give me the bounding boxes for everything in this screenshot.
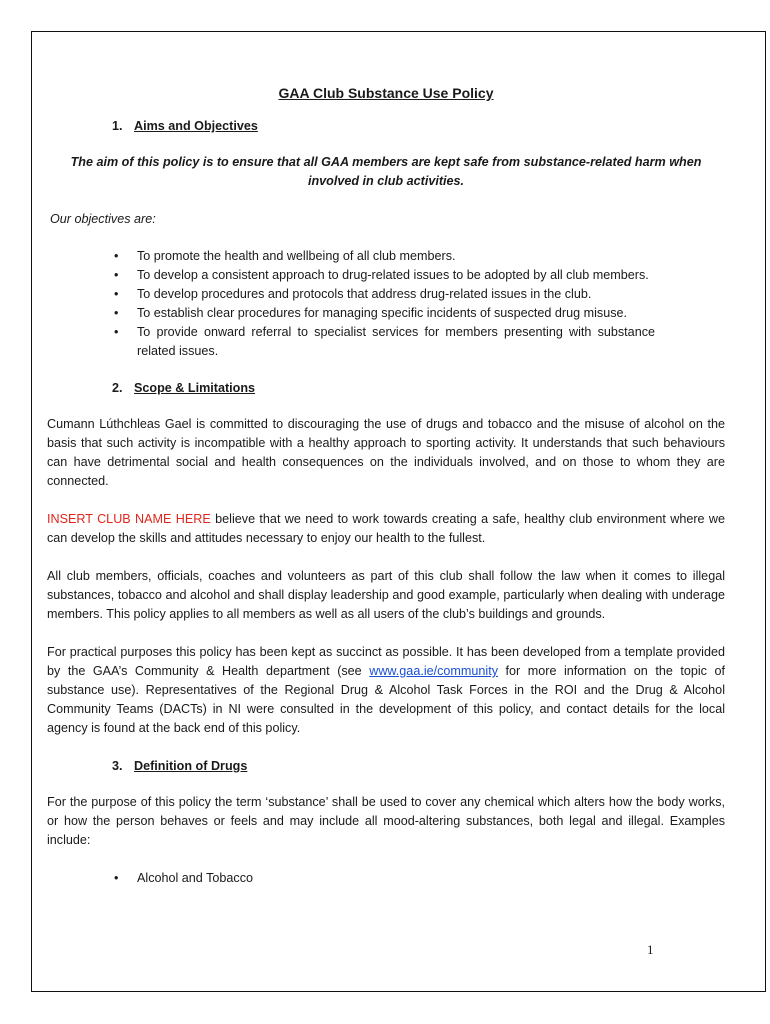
paragraph-text: for more information on the topic of substance use). Representatives of the Regional Drug & Alcohol Task Forces in the ROI and the Drug & Alcohol Community Teams (DACTs) in NI were consulted in the development of this policy, and contact details for the local agency is found at the back end of this policy. — [47, 664, 725, 735]
document-body — [47, 84, 725, 906]
list-item: • To develop a consistent approach to drug-related issues to be adopted by all club members. — [47, 266, 725, 285]
list-item: • To develop procedures and protocols that address drug-related issues in the club. — [47, 285, 725, 304]
list-item: • To establish clear procedures for managing specific incidents of suspected drug misuse. — [47, 304, 725, 323]
list-item: • To provide onward referral to specialist services for members presenting with substance related issues. — [47, 323, 725, 361]
objectives-list — [47, 247, 725, 361]
document-page — [31, 31, 766, 992]
section-number: 1. — [112, 119, 123, 133]
section-title: Aims and Objectives — [134, 119, 258, 133]
paragraph-text: believe that we need to work towards creating a safe, healthy club environment where we can develop the skills and attitudes necessary to enjoy our health to the fullest. — [47, 512, 725, 545]
objectives-intro: Our objectives are: — [50, 212, 156, 226]
list-item: • Alcohol and Tobacco — [47, 869, 725, 888]
paragraph-text: For practical purposes this policy has been kept as succinct as possible. It has been developed from a template provided by the GAA’s Community & Health department (see — [47, 645, 725, 678]
scope-paragraph-3: All club members, officials, coaches and volunteers as part of this club shall follow the law when it comes to illegal substances, tobacco and alcohol and shall display leadership and good example, particularly when dealing with underage members. This policy applies to all members as well as all users of the club’s buildings and grounds. — [47, 569, 725, 621]
section-number: 2. — [112, 381, 123, 395]
club-name-placeholder: INSERT CLUB NAME HERE — [47, 512, 211, 526]
scope-paragraph-1: Cumann Lúthchleas Gael is committed to discouraging the use of drugs and tobacco and the misuse of alcohol on the basis that such activity is incompatible with a healthy approach to sporting activity. It understands that such behaviours can have detrimental social and health consequences on the individuals involved, and on those to whom they are connected. — [47, 417, 725, 488]
section-title: Definition of Drugs — [134, 759, 248, 773]
scope-paragraph-2 — [47, 510, 725, 548]
section-number: 3. — [112, 759, 123, 773]
aim-statement: The aim of this policy is to ensure that all GAA members are kept safe from substance-related harm when involved in club activities. — [70, 155, 702, 188]
gaa-community-link[interactable]: www.gaa.ie/community — [369, 664, 499, 678]
section-heading-scope — [112, 379, 725, 398]
list-item: • To promote the health and wellbeing of all club members. — [47, 247, 725, 266]
definition-paragraph: For the purpose of this policy the term ‘substance’ shall be used to cover any chemical which alters how the body works, or how the person behaves or feels and may include all mood-altering substances, both legal and illegal. Examples include: — [47, 795, 725, 847]
document-title: GAA Club Substance Use Policy — [278, 85, 494, 101]
page-number: 1 — [647, 942, 654, 957]
scope-paragraph-4 — [47, 643, 725, 738]
section-heading-aims — [112, 117, 725, 136]
section-title: Scope & Limitations — [134, 381, 256, 395]
section-heading-definition — [112, 757, 725, 776]
examples-list — [47, 869, 725, 888]
